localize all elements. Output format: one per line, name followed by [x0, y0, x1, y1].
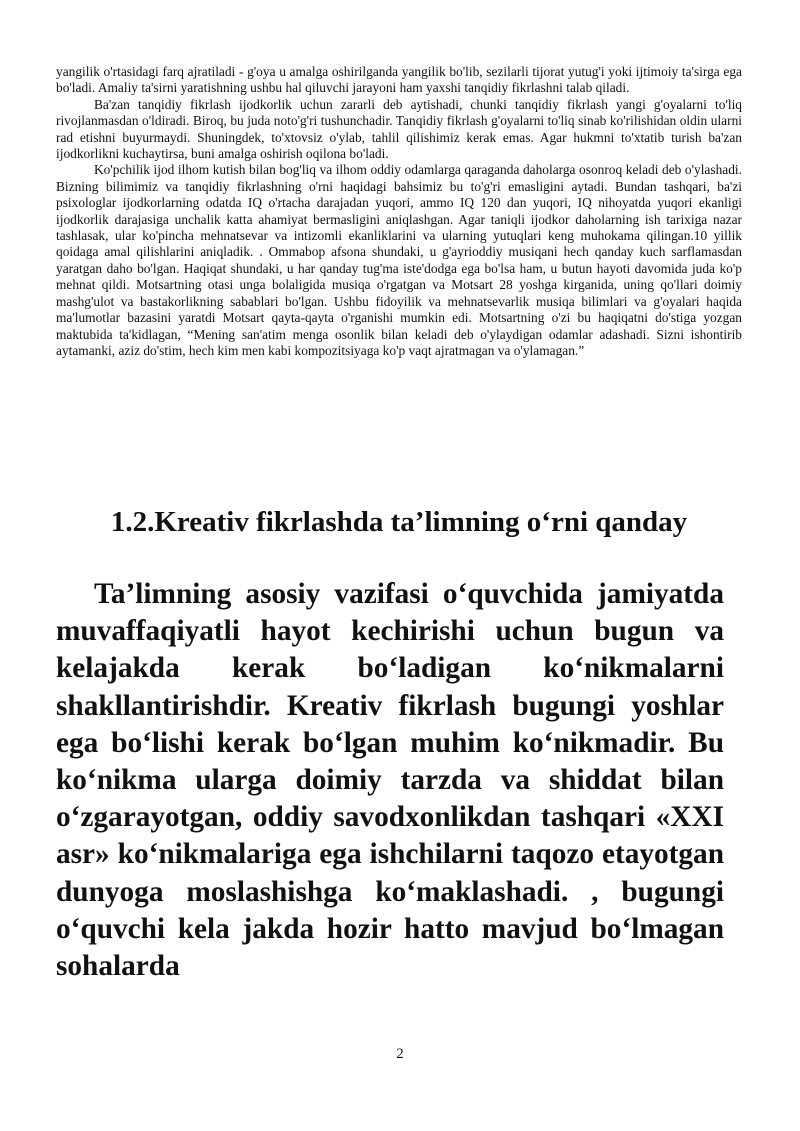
main-paragraph: Ta’limning asosiy vazifasi o‘quvchida jamiyatda muvaffaqiyatli hayot kechirishi uchun bugun va kelajakda kerak bo‘ladigan ko‘nikmalarni shakllantirishdir. Kreativ fikrlash bugungi yoshlar ega bo‘lishi kerak bo‘lgan muhim ko‘nikmadir. Bu ko‘nikma ularga doimiy tarzda va shiddat bilan o‘zgarayotgan, oddiy savodxonlikdan tashqari «XXI asr» ko‘nikmalariga ega ishchilarni taqozo etayotgan dunyoga moslashishga ko‘maklashadi. , bugungi o‘quvchi kela jakda hozir hatto mavjud bo‘lmagan sohalarda	[56, 578, 724, 983]
section-heading: 1.2.Kreativ fikrlashda ta’limning o‘rni qanday	[110, 506, 688, 538]
body-text	[56, 64, 742, 359]
paragraph-2: Ba'zan tanqidiy fikrlash ijodkorlik uchun zararli deb aytishadi, chunki tanqidiy fikrlash yangi g'oyalarni to'liq rivojlanmasdan o'ldiradi. Biroq, bu juda noto'g'ri tushunchadir. Tanqidiy fikrlash g'oyalarni to'liq sinab ko'rilishidan oldin ularni rad etishni buyurmaydi. Shuningdek, to'xtovsiz o'ylab, tahlil qilishimiz kerak emas. Agar hukmni to'xtatib turish ba'zan ijodkorlikni kuchaytirsa, buni amalga oshirish oqilona bo'ladi.	[56, 96, 742, 162]
page-number: 2	[396, 1046, 404, 1062]
paragraph-1: yangilik o'rtasidagi farq ajratiladi - g'oya u amalga oshirilganda yangilik bo'lib, sezilarli tijorat yutug'i yoki ijtimoiy ta'sirga ega bo'ladi. Amaliy ta'sirni yaratishning ushbu hal qiluvchi jarayoni ham yaxshi tanqidiy fikrlashni talab qiladi.	[56, 64, 742, 96]
paragraph-3: Ko'pchilik ijod ilhom kutish bilan bog'liq va ilhom oddiy odamlarga qaraganda daholarga osonroq keladi deb o'ylashadi. Bizning bilimimiz va tanqidiy fikrlashning o'rni haqidagi bahsimiz bu to'g'ri emasligini aytadi. Bundan tashqari, ba'zi psixologlar ijodkorlarning odatda IQ o'rtacha darajadan yuqori, ammo IQ 120 dan yuqori, IQ nihoyatda yuqori ekanligi ijodkorlik darajasiga unchalik katta ahamiyat bermasligini aniqlashgan. Agar taniqli ijodkor daholarning ish tarixiga nazar tashlasak, ular ko'pincha mehnatsevar va intizomli ekanliklarini va ularning yutuqlari keng muhokama qilingan.10 yillik qoidaga amal qilishlarini aniqladik. . Ommabop afsona shundaki, u g'ayrioddiy musiqani hech qanday kuch sarflamasdan yaratgan daho bo'lgan. Haqiqat shundaki, u har qanday tug'ma iste'dodga ega bo'lsa ham, u butun hayoti davomida juda ko'p mehnat qildi. Motsartning otasi unga bolaligida musiqa o'rgatgan va Motsart 28 yoshga kirganida, uning qo'llari doimiy mashg'ulot va bastakorlikning sabablari bo'lgan. Ushbu fidoyilik va mehnatsevarlik musiqa bilimlari va g'oyalari haqida ma'lumotlar bazasini yaratdi Motsart qayta-qayta o'rganishi mumkin edi. Motsartning o'zi bu haqiqatni do'stiga yozgan maktubida ta'kidlagan, “Mening san'atim menga osonlik bilan keladi deb o'ylaydigan odamlar adashadi. Sizni ishontirib aytamanki, aziz do'stim, hech kim men kabi kompozitsiyaga ko'p vaqt ajratmagan va o'ylamagan.”	[56, 162, 742, 358]
